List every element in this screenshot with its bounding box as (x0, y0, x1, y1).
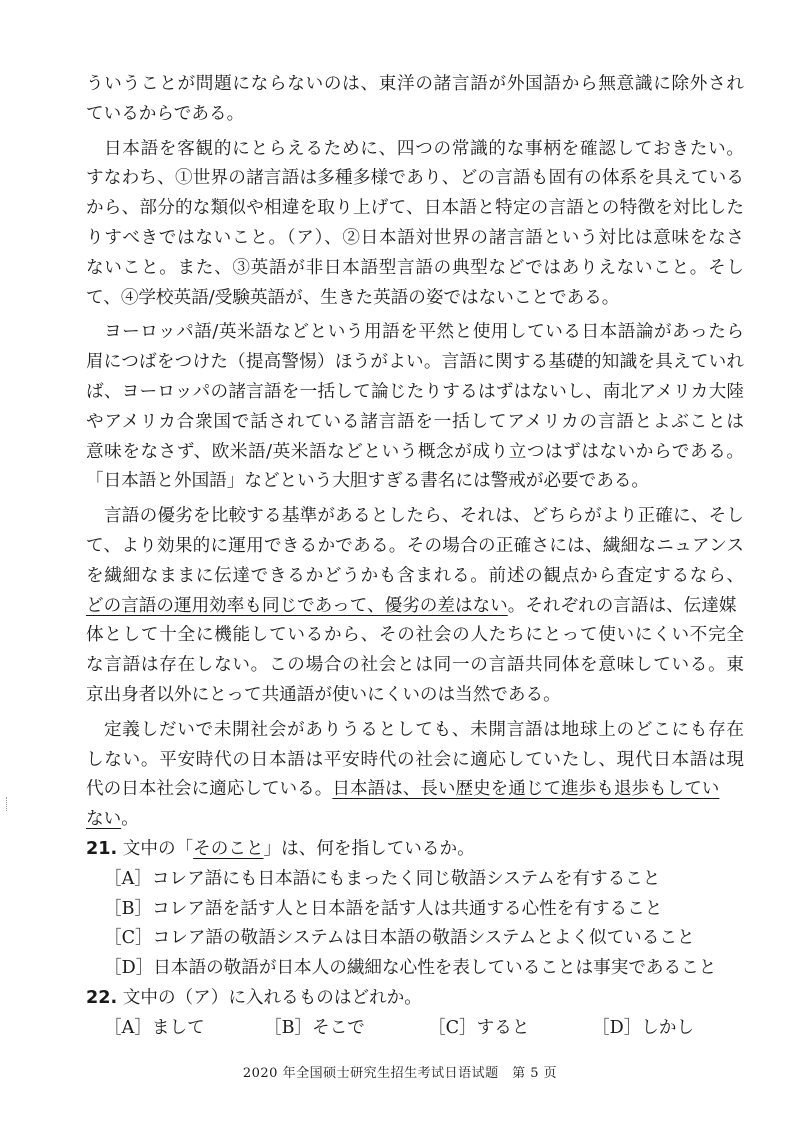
text-line: 日本語を客観的にとらえるために、四つの常識的な事柄を確認しておきたい。 (104, 138, 744, 159)
text-line: ういうことが問題にならないのは、東洋の諸言語が外国語から無意識に除外され (86, 74, 744, 94)
text-line: 京出身者以外にとって共通語が使いにくいのは当然である。 (86, 684, 561, 705)
text-span: 。 (121, 809, 139, 830)
underlined-phrase: ない (86, 809, 122, 830)
text-line: 定義しだいで未開社会がありうるとしても、未開言語は地球上のどこにも存在 (104, 719, 744, 740)
paragraph-3 (86, 318, 744, 497)
paragraph-2 (86, 135, 744, 314)
question-21 (86, 835, 744, 984)
text-line: を繊細なままに伝達できるかどうかも含まれる。前述の観点から査定するなら、 (86, 565, 744, 586)
text-line: ば、ヨーロッパの諸言語を一括して論じたりするはずはないし、南北アメリカ大陸 (86, 381, 744, 402)
text-line: やアメリカ合衆国で話されている諸言語を一括してアメリカの言語とよぶことは (86, 411, 744, 432)
text-line: すなわち、①世界の諸言語は多種多様であり、どの言語も固有の体系を具えている (86, 168, 744, 189)
text-span: 」は、何を指しているか。 (263, 838, 475, 859)
underlined-phrase: どの言語の運用効率も同じであって、優劣の差はない (86, 595, 508, 616)
answer-options-row (86, 1014, 744, 1044)
answer-option-a: ［A］まして (104, 1017, 205, 1038)
passage-and-questions (86, 70, 744, 1044)
margin-dots (6, 797, 9, 811)
text-line: 意味をなさず、欧米語/英米語などという概念が成り立つはずはないからである。 (86, 441, 744, 462)
text-span: 代の日本社会に適応している。 (86, 779, 333, 800)
text-line (86, 775, 744, 805)
underlined-phrase: そのこと (193, 838, 264, 859)
paragraph-1 (86, 70, 744, 130)
text-line: ヨーロッパ語/英米語などという用語を平然と使用している日本語論があったら (104, 322, 744, 343)
question-prompt (86, 984, 744, 1014)
answer-option-c: ［C］すると (428, 1017, 530, 1038)
text-line: 言語の優劣を比較する基準があるとしたら、それは、どちらがより正確に、そし (104, 506, 744, 527)
answer-option-d: ［D］日本語の敬語が日本人の繊細な心性を表していることは事実であること (104, 958, 717, 979)
answer-option-b: ［B］そこで (264, 1017, 365, 1038)
text-line: な言語は存在しない。この場合の社会とは同一の言語共同体を意味している。東 (86, 655, 744, 676)
text-line: 体として十全に機能しているから、その社会の人たちにとって使いにくい不完全 (86, 625, 744, 646)
text-line: 「日本語と外国語」などという大胆すぎる書名には警戒が必要である。 (86, 471, 650, 492)
question-prompt (86, 835, 744, 865)
text-line: ないこと。また、③英語が非日本語型言語の典型などではありえないこと。そし (86, 257, 744, 278)
text-span: 。それぞれの言語は、伝達媒 (507, 595, 737, 616)
text-line: りすべきではないこと。（ア）、②日本語対世界の諸言語という対比は意味をなさ (86, 227, 744, 248)
answer-option-c: ［C］コレア語の敬語システムは日本語の敬語システムとよく似ていること (104, 928, 695, 949)
text-line: 眉につばをつけた（提高警惕）ほうがよい。言語に関する基礎的知識を具えていれ (86, 352, 744, 373)
text-span: 文中の「 (122, 838, 194, 859)
text-line: から、部分的な類似や相違を取り上げて、日本語と特定の言語との特徴を対比した (86, 198, 744, 219)
text-line: て、④学校英語/受験英語が、生きた英語の姿ではないことである。 (86, 287, 620, 308)
text-line: ているからである。 (86, 103, 245, 124)
answer-option-a: ［A］コレア語にも日本語にもまったく同じ敬語システムを有すること (104, 868, 661, 889)
underlined-phrase: 日本語は、長い歴史を通じて進歩も退歩もしてい (332, 779, 720, 800)
paragraph-4 (86, 502, 744, 711)
paragraph-5 (86, 716, 744, 835)
text-line: て、より効果的に運用できるかである。その場合の正確さには、繊細なニュアンス (86, 535, 744, 556)
text-span: 文中の（ア）に入れるものはどれか。 (122, 987, 422, 1008)
question-number: 22. (86, 987, 118, 1008)
text-line (86, 805, 744, 835)
page-footer: 2020 年全国硕士研究生招生考试日语试题 第 5 页 (242, 1066, 558, 1081)
question-22 (86, 984, 744, 1044)
answer-option-b: ［B］コレア語を話す人と日本語を話す人は共通する心性を有すること (104, 898, 663, 919)
question-number: 21. (86, 838, 118, 859)
text-line (86, 592, 744, 622)
text-line: しない。平安時代の日本語は平安時代の社会に適応していたし、現代日本語は現 (86, 749, 744, 770)
answer-option-d: ［D］しかし (592, 1017, 695, 1038)
